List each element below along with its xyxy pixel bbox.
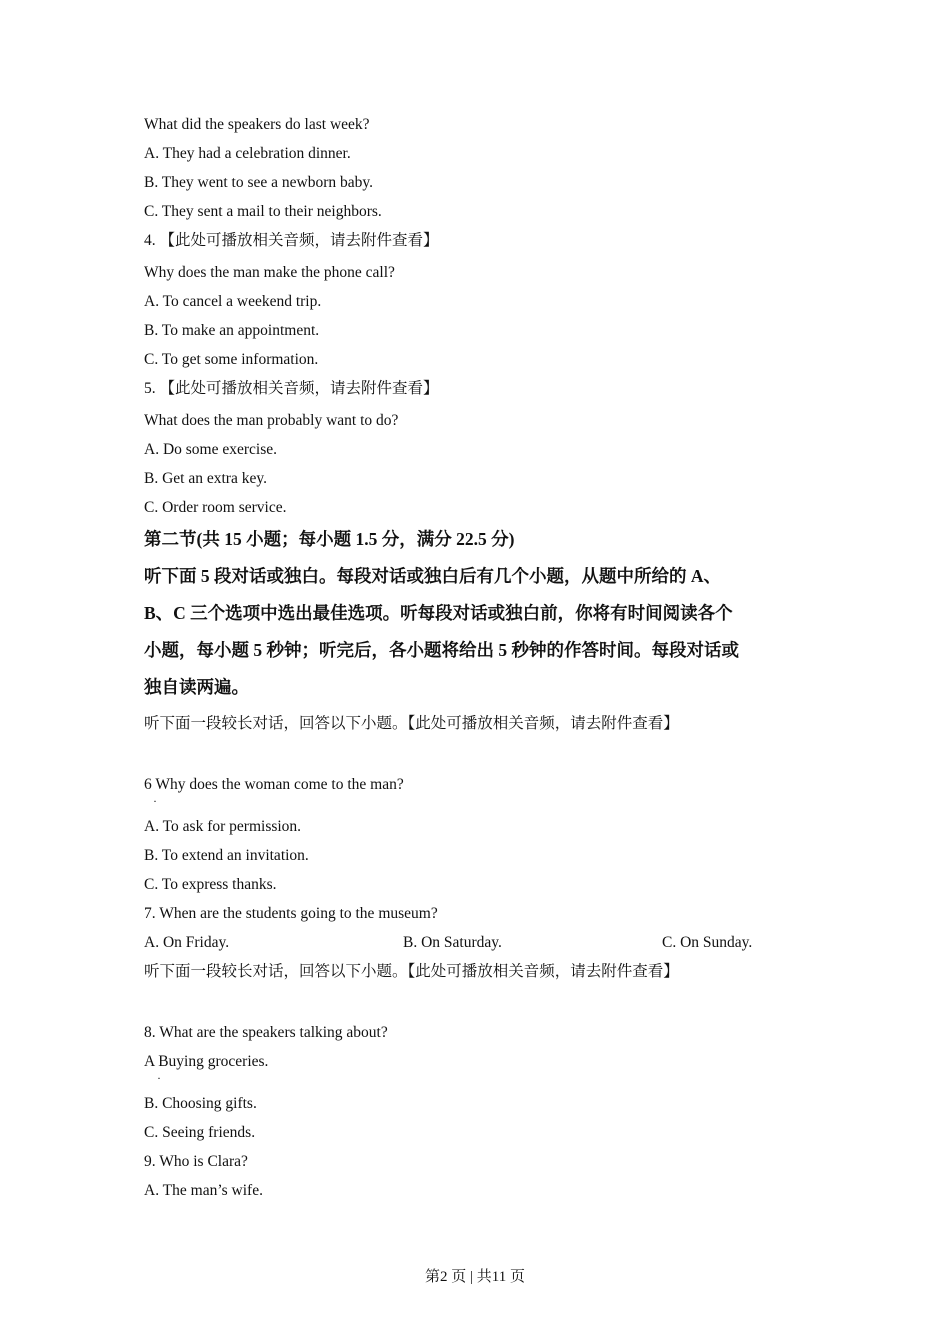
option-c: C. To get some information. — [144, 351, 319, 368]
instructions-line: B、C 三个选项中选出最佳选项。听每段对话或独白前，你将有时间阅读各个 — [144, 603, 733, 623]
option-c: C. Seeing friends. — [144, 1124, 256, 1141]
option-b: B. Get an extra key. — [144, 470, 267, 487]
question-3-stem: What did the speakers do last week? — [144, 116, 370, 133]
option-a: A. On Friday. — [144, 934, 230, 951]
option-b: B. On Saturday. — [403, 934, 502, 951]
question-8-stem: 8. What are the speakers talking about? — [144, 1024, 388, 1041]
option-a: A. To ask for permission. — [144, 818, 302, 835]
option-a: A Buying groceries. — [144, 1053, 269, 1070]
dot-mark: · — [153, 794, 157, 808]
question-4-stem: Why does the man make the phone call? — [144, 264, 395, 281]
option-b: B. Choosing gifts. — [144, 1095, 257, 1112]
instructions-line: 独自读两遍。 — [144, 677, 249, 697]
question-5-stem: What does the man probably want to do? — [144, 412, 399, 429]
option-a: A. They had a celebration dinner. — [144, 145, 351, 162]
question-7-stem: 7. When are the students going to the museum? — [144, 905, 438, 922]
instructions-line: 听下面 5 段对话或独白。每段对话或独白后有几个小题，从题中所给的 A、 — [144, 566, 722, 586]
question-4-audio: 4. 【此处可播放相关音频，请去附件查看】 — [144, 232, 439, 249]
option-c: C. On Sunday. — [662, 934, 753, 951]
question-9-stem: 9. Who is Clara? — [144, 1153, 248, 1170]
question-6-stem: 6 Why does the woman come to the man? — [144, 776, 404, 793]
dialogue-audio-note: 听下面一段较长对话，回答以下小题。【此处可播放相关音频，请去附件查看】 — [144, 963, 679, 980]
dialogue-audio-note: 听下面一段较长对话，回答以下小题。【此处可播放相关音频，请去附件查看】 — [144, 715, 679, 732]
option-a: A. The man’s wife. — [144, 1182, 263, 1199]
option-a: A. To cancel a weekend trip. — [144, 293, 322, 310]
option-a: A. Do some exercise. — [144, 441, 277, 458]
option-c: C. To express thanks. — [144, 876, 277, 893]
question-5-audio: 5. 【此处可播放相关音频，请去附件查看】 — [144, 380, 439, 397]
dot-mark: · — [157, 1071, 161, 1085]
option-b: B. To extend an invitation. — [144, 847, 309, 864]
option-b: B. They went to see a newborn baby. — [144, 174, 373, 191]
option-c: C. Order room service. — [144, 499, 287, 516]
option-b: B. To make an appointment. — [144, 322, 320, 339]
option-c: C. They sent a mail to their neighbors. — [144, 203, 382, 220]
section-heading: 第二节(共 15 小题；每小题 1.5 分，满分 22.5 分) — [144, 529, 515, 549]
page-footer: 第2 页 | 共11 页 — [425, 1269, 525, 1285]
instructions-line: 小题，每小题 5 秒钟；听完后，各小题将给出 5 秒钟的作答时间。每段对话或 — [144, 640, 739, 660]
